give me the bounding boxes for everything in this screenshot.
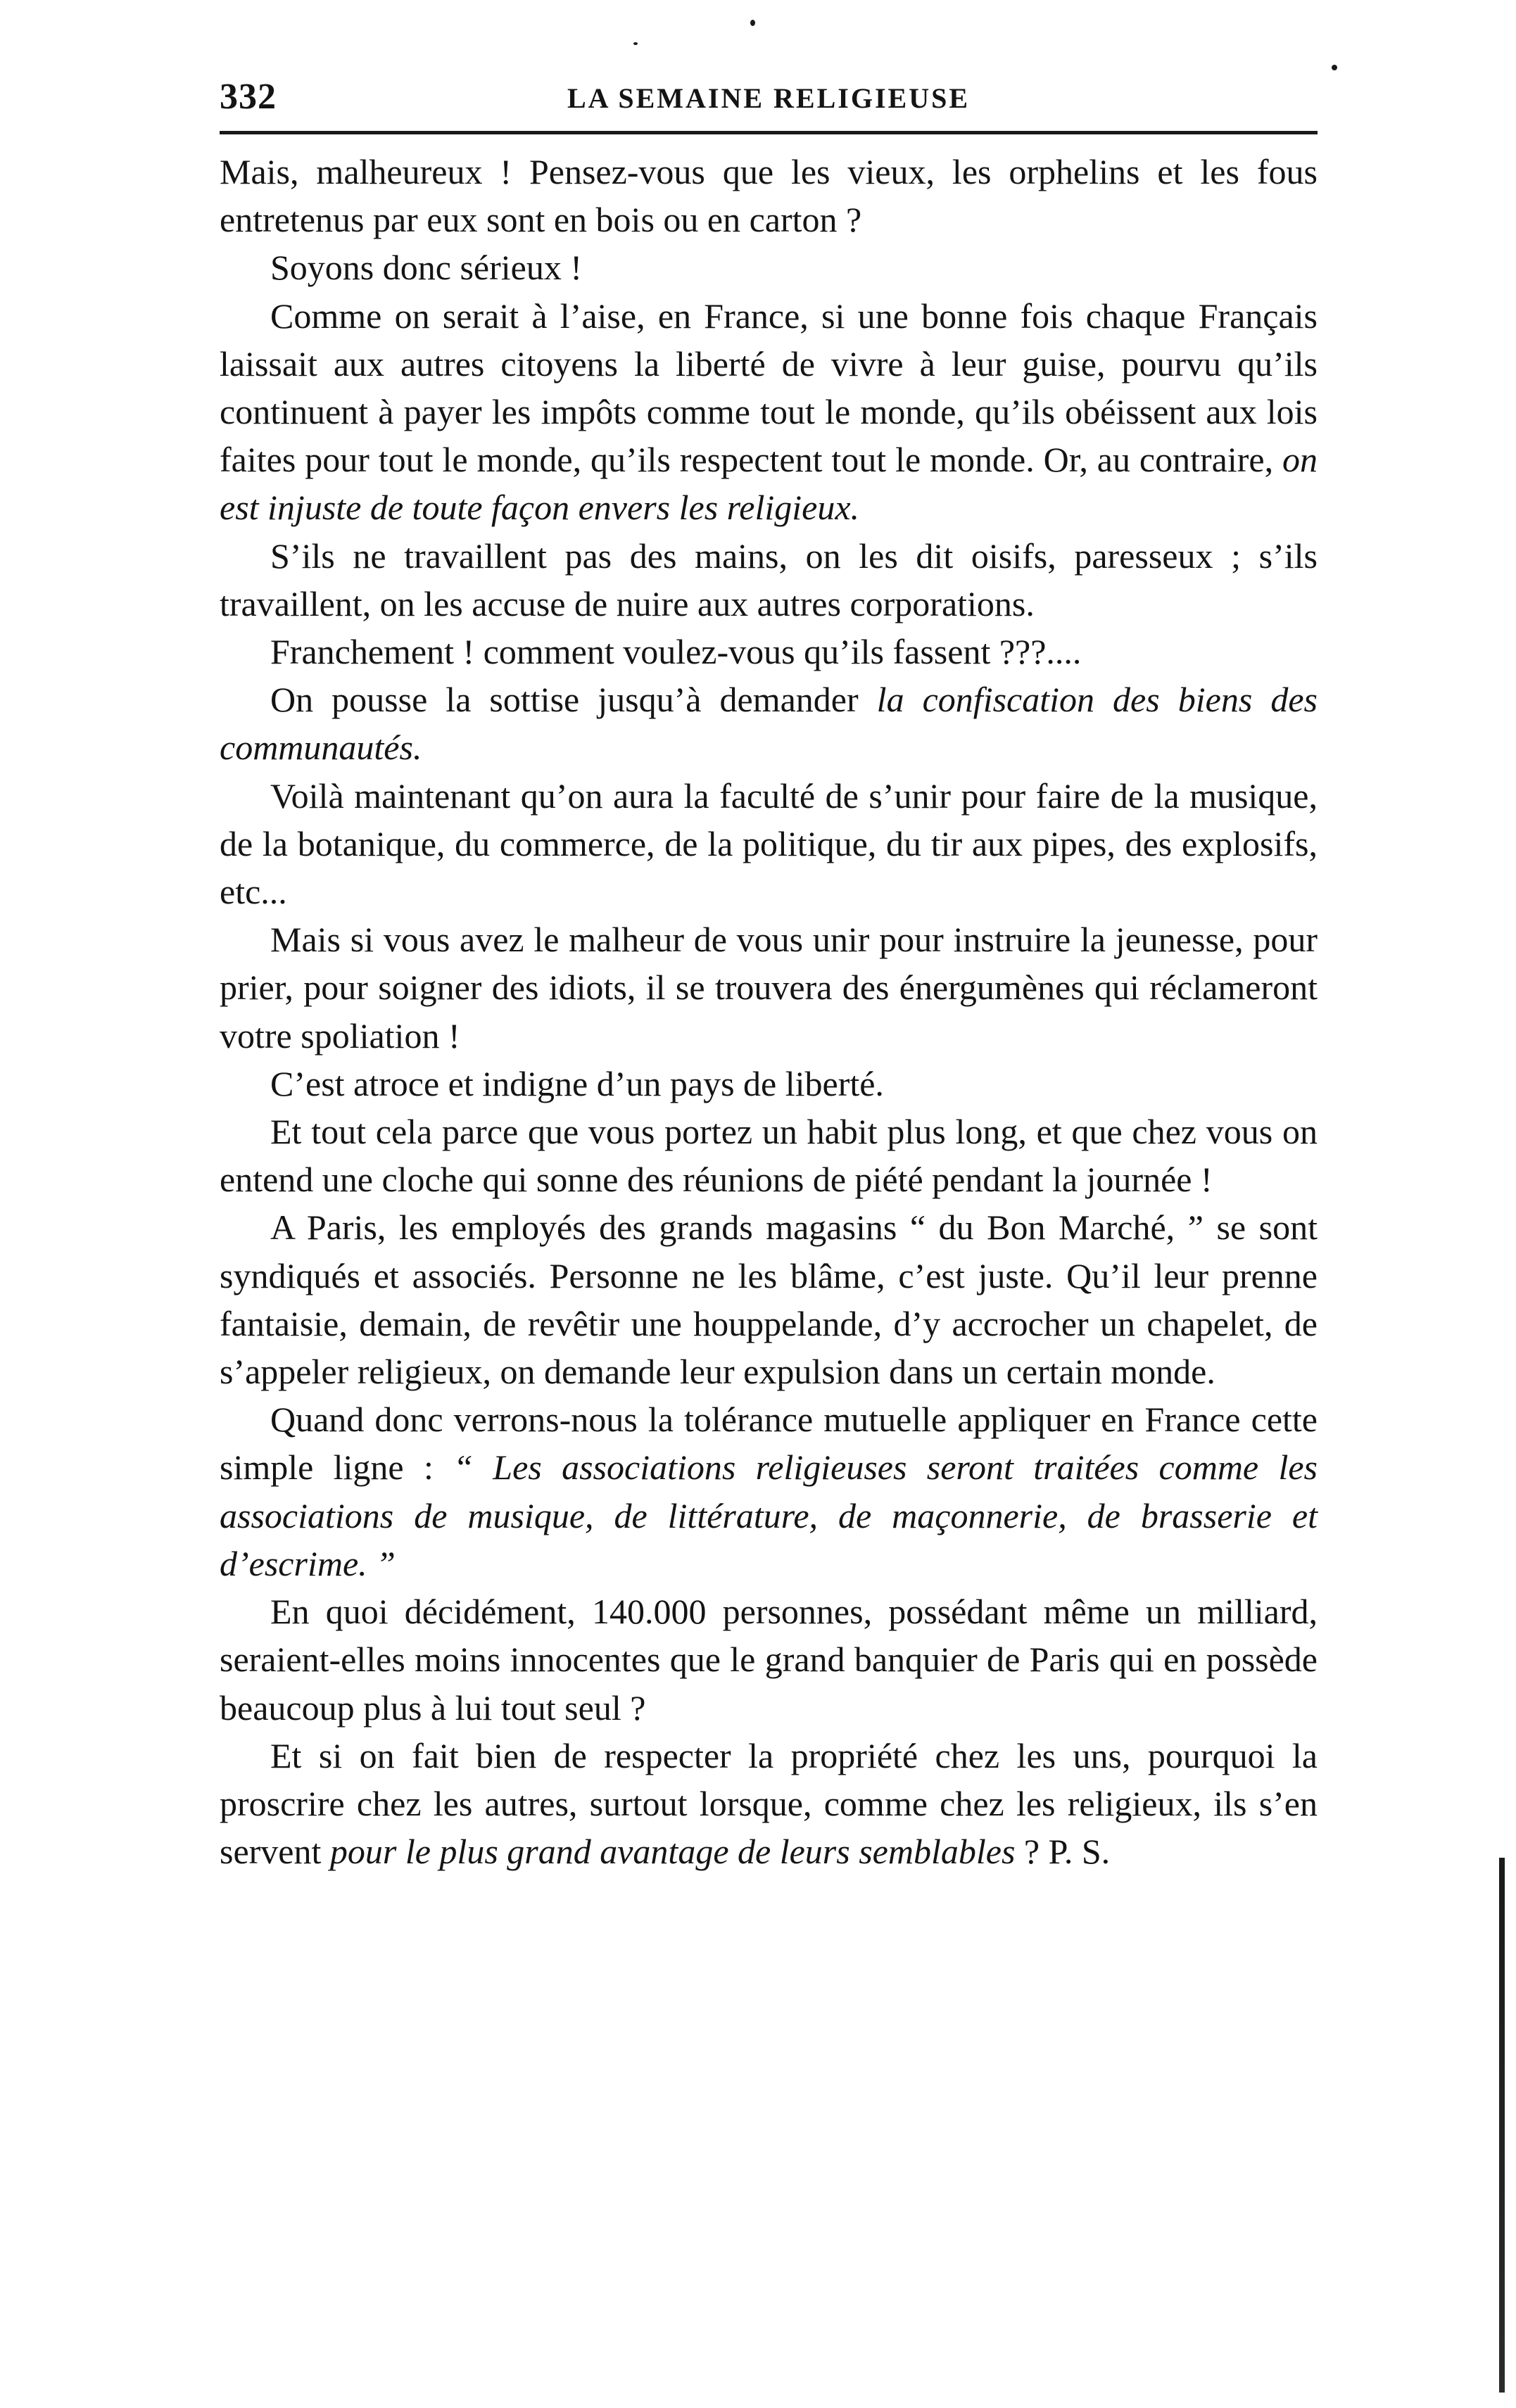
paragraph-text: Comme on serait à l’aise, en France, si une bonne fois chaque Français laissait aux autres citoyens la liberté de vivre à leur guise, pourvu qu’ils continuent à payer les impôts comme tout le monde, qu’ils obéissent aux lois faites pour tout le monde, qu’ils respectent tout le monde. Or, au contraire, <box>220 296 1318 480</box>
paragraph <box>220 676 1318 771</box>
article-body <box>220 148 1318 1875</box>
paragraph-text: Et si on fait bien de respecter la propriété chez les uns, pourquoi la proscrire chez les autres, surtout lorsque, comme chez les religieux, ils s’en servent <box>220 1735 1318 1872</box>
paragraph-text: Franchement ! comment voulez-vous qu’ils fassent ???.... <box>270 632 1082 672</box>
running-title: LA SEMAINE RELIGIEUSE <box>567 82 971 114</box>
question-mark: ? <box>1015 1832 1040 1872</box>
scan-speck <box>633 42 638 45</box>
paragraph <box>220 628 1318 676</box>
paragraph <box>220 1395 1318 1588</box>
paragraph <box>220 1588 1318 1732</box>
scan-edge-shadow <box>1499 1858 1505 2393</box>
paragraph <box>220 532 1318 628</box>
page-header <box>220 76 1318 118</box>
paragraph-text: S’ils ne travaillent pas des mains, on les dit oisifs, paresseux ; s’ils travaillent, on les accuse de nuire aux autres corporations. <box>220 536 1318 623</box>
signature: P. S. <box>1048 1832 1111 1872</box>
paragraph-text: Voilà maintenant qu’on aura la faculté de s’unir pour faire de la musique, de la botanique, du commerce, de la politique, du tir aux pipes, des explosifs, etc... <box>220 775 1318 912</box>
paragraph-text: Quand donc verrons-nous la tolérance mutuelle appliquer en France cette simple ligne : <box>220 1400 1318 1488</box>
scan-speck <box>750 20 755 26</box>
paragraph-text: On pousse la sottise jusqu’à demander <box>270 680 859 720</box>
italic-phrase: on est injuste de toute façon envers les religieux. <box>220 440 1318 528</box>
paragraph-text: C’est atroce et indigne d’un pays de liberté. <box>270 1063 884 1103</box>
paragraph <box>220 1060 1318 1108</box>
paragraph <box>220 243 1318 291</box>
italic-phrase: pour le plus grand avantage de leurs semblables <box>329 1832 1016 1872</box>
paragraph-text: En quoi décidément, 140.000 personnes, possédant même un milliard, seraient-elles moins innocentes que le grand banquier de Paris qui en possède beaucoup plus à lui tout seul ? <box>220 1592 1318 1728</box>
paragraph-text: A Paris, les employés des grands magasins “ du Bon Marché, ” se sont syndiqués et associés. Personne ne les blâme, c’est juste. Qu’il leur prenne fantaisie, demain, de revêtir une houppelande, d’y accrocher un chapelet, de s’appeler religieux, on demande leur expulsion dans un certain monde. <box>220 1208 1318 1392</box>
paragraph <box>220 772 1318 916</box>
paragraph-text: Et tout cela parce que vous portez un habit plus long, et que chez vous on entend une cloche qui sonne des réunions de piété pendant la journée ! <box>220 1112 1318 1200</box>
paragraph <box>220 1732 1318 1876</box>
paragraph-text: Soyons donc sérieux ! <box>270 248 582 288</box>
italic-quote: “ Les associations religieuses seront traitées comme les associations de musique, de littérature, de maçonnerie, de brasserie et d’escrime. ” <box>220 1447 1318 1583</box>
italic-phrase: la confiscation des biens des communautés. <box>220 680 1318 768</box>
paragraph <box>220 148 1318 243</box>
paragraph-text: Mais, malheureux ! Pensez-vous que les vieux, les orphelins et les fous entretenus par eux sont en bois ou en carton ? <box>220 152 1318 240</box>
header-rule <box>220 131 1318 134</box>
paragraph-text: Mais si vous avez le malheur de vous unir pour instruire la jeunesse, pour prier, pour soigner des idiots, il se trouvera des énergumènes qui réclameront votre spoliation ! <box>220 920 1318 1056</box>
scan-speck <box>1332 65 1337 70</box>
paragraph <box>220 292 1318 532</box>
paragraph <box>220 915 1318 1060</box>
paragraph <box>220 1108 1318 1203</box>
paragraph <box>220 1203 1318 1395</box>
page-number: 332 <box>220 77 277 117</box>
